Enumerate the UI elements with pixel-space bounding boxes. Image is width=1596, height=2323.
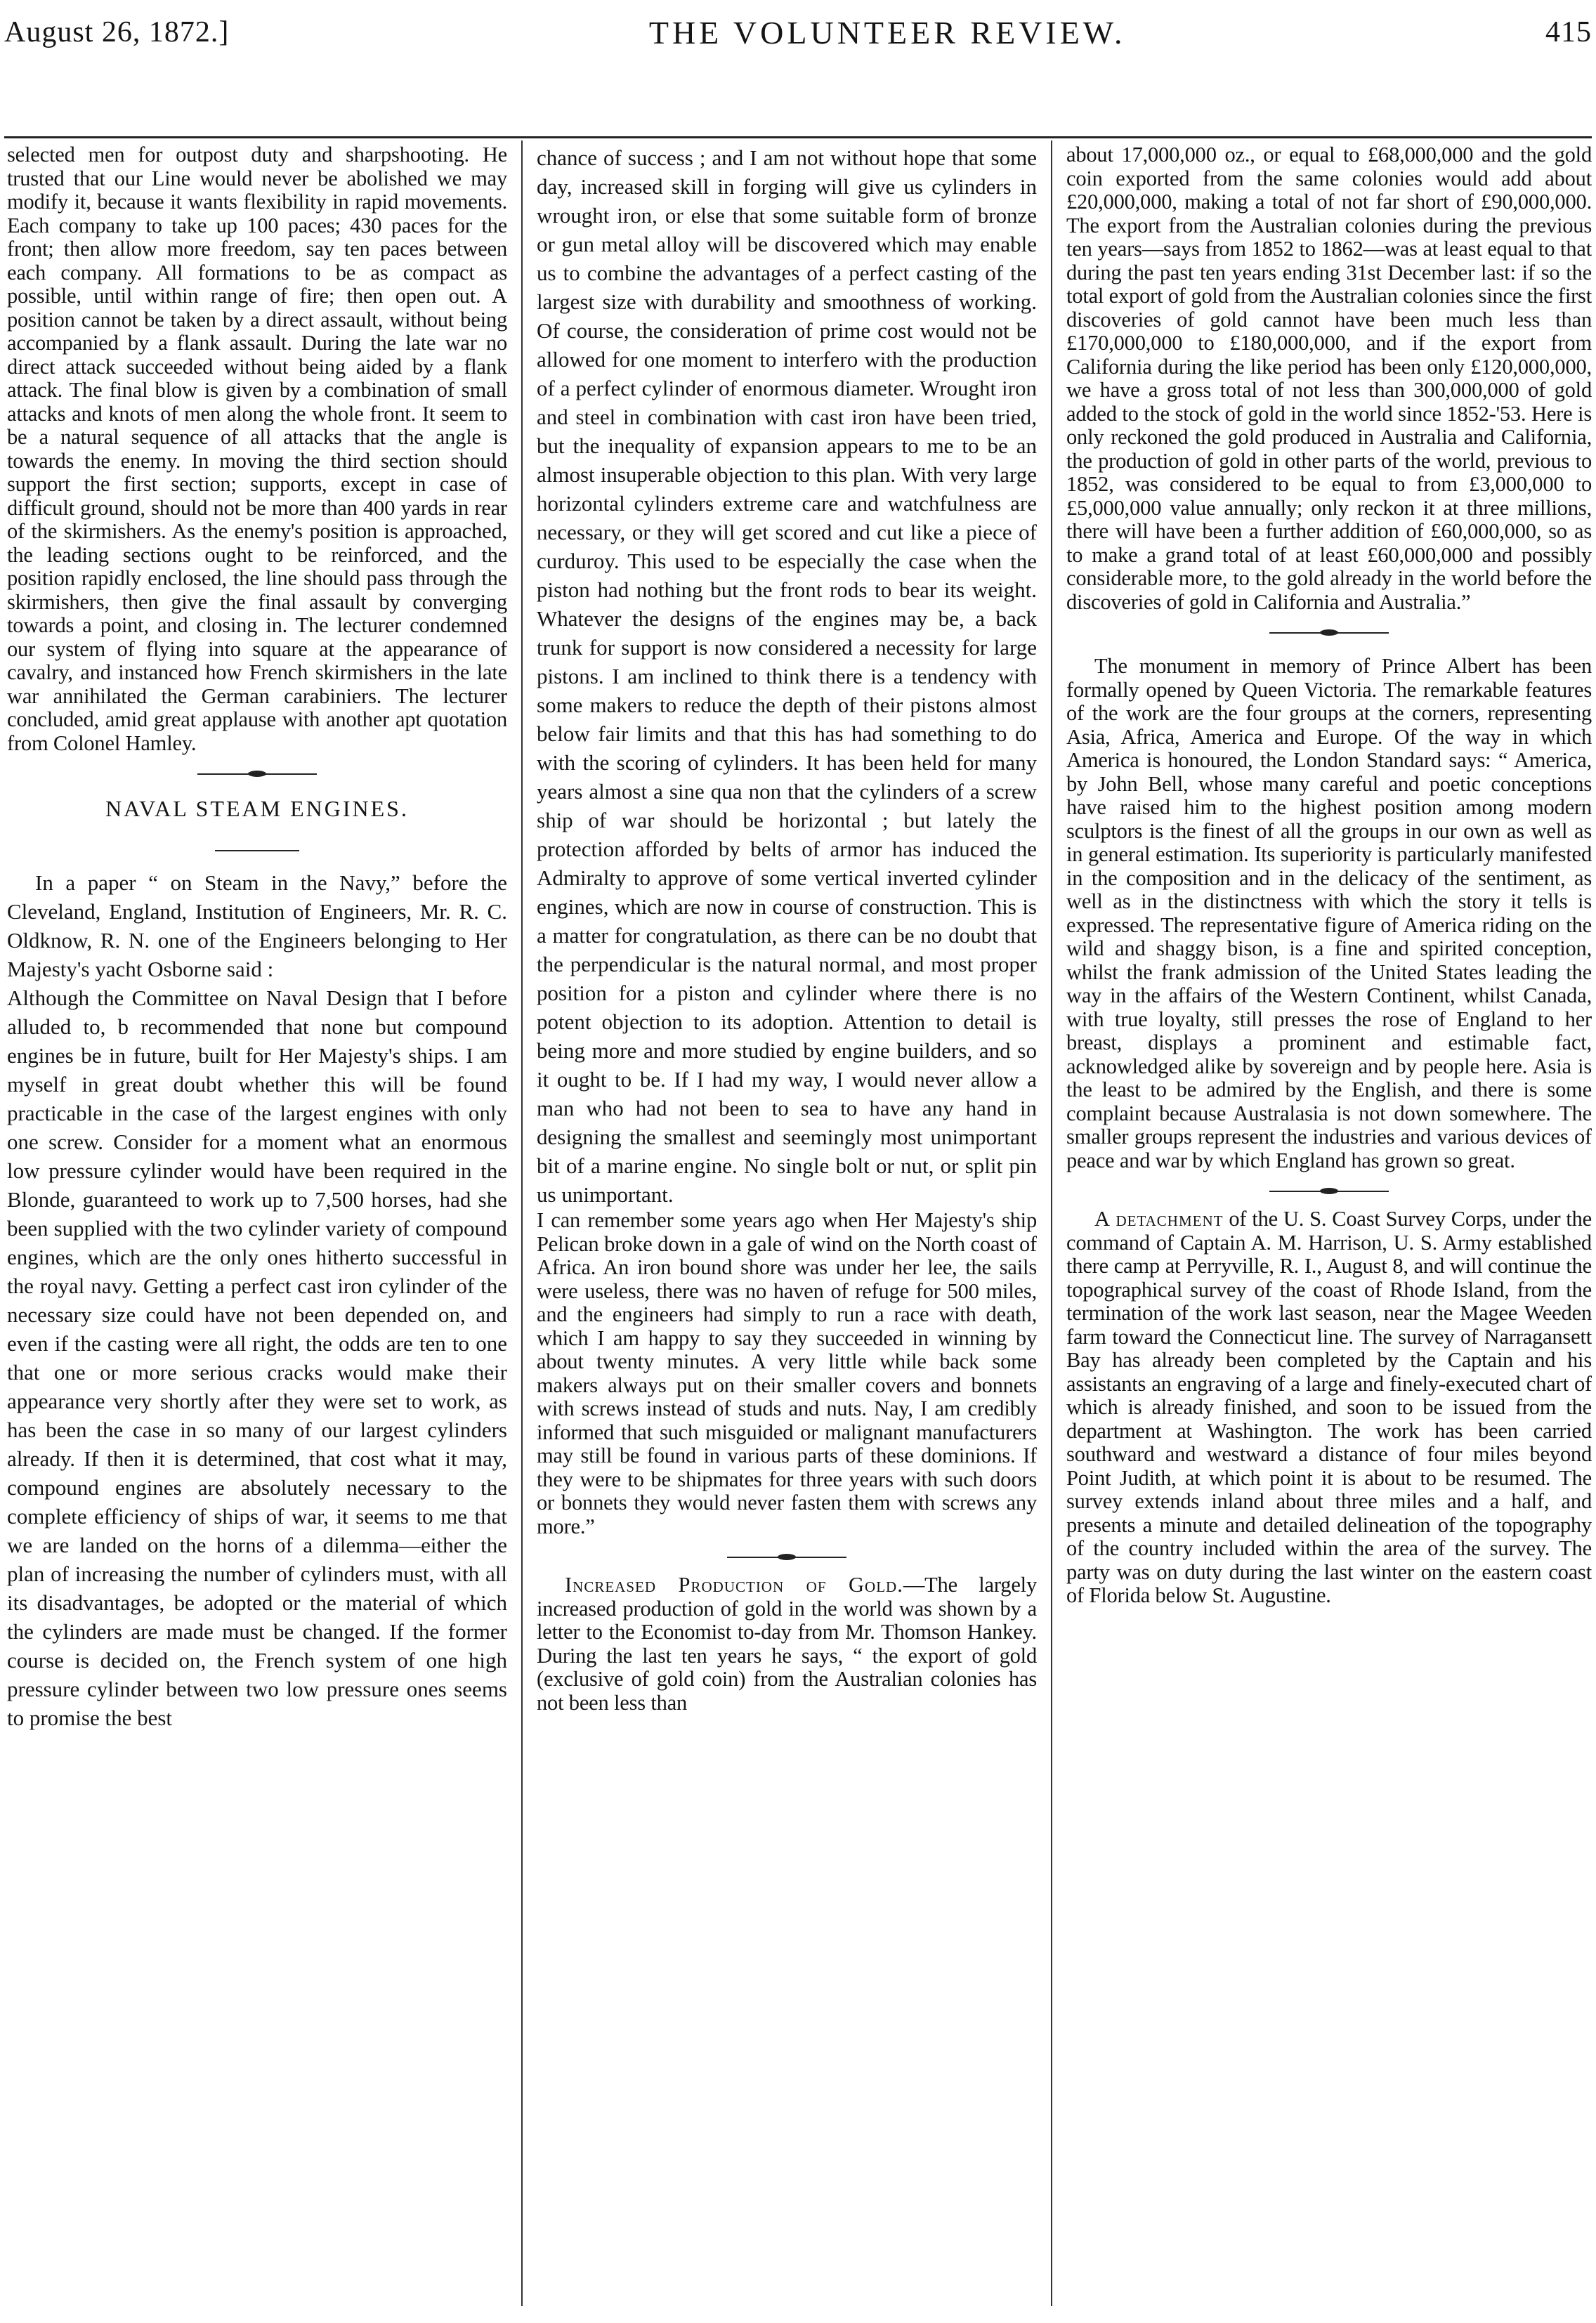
heading-rule (215, 850, 299, 851)
column-divider (1051, 140, 1052, 2306)
header-rule (4, 136, 1592, 138)
lecture-conclusion: selected men for outpost duty and sharpshooting. He trusted that our Line would never be abolished we may modify it, because it wants flexibility in rapid movements. Each company to take up 100 paces; 430 paces for the front; then allow more freedom, say ten paces between each company. All formations to be as compact as possible, until within range of fire; then open out. A position cannot be taken by a direct assault, without being accompanied by a flank assault. During the late war no direct attack succeeded without being aided by a flank attack. The final blow is given by a combination of small attacks and knots of men along the whole front. It seem to be a natural sequence of all attacks that the angle is towards the enemy. In moving the third section should support the first section; supports, except in case of difficult ground, should not be more than 400 yards in rear of the skirmishers. As the enemy's position is approached, the leading sections ought to be reinforced, and the position rapidly enclosed, the line should pass through the skirmishers, then give the final assault by converging towards a point, and closing in. The lecturer condemned our system of flying into square at the appearance of cavalry, and instanced how French skirmishers in the late war annihilated the German carabiniers. The lecturer concluded, amid great applause with another apt quotation from Colonel Hamley. (7, 143, 507, 755)
masthead-title: THE VOLUNTEER REVIEW. (648, 14, 1126, 51)
gold-article (537, 1573, 1037, 1715)
column-1 (7, 143, 507, 2309)
section-separator (1269, 1191, 1389, 1192)
issue-date: August 26, 1872.] (4, 16, 230, 48)
article-anecdote: I can remember some years ago when Her Majesty's ship Pelican broke down in a gale of wind on the North coast of Africa. An iron bound shore was under her lee, the sails were useless, there was no haven of refuge for 500 miles, and the engineers had simply to run a race with death, which I am happy to say they succeeded in winning by about twenty minutes. A very little while back some makers always put on their smaller covers and bonnets with screws instead of studs and nuts. Nay, I am credibly informed that such misguided or malignant manufacturers may still be found in various parts of these dominions. If they were to be shipmates for three years with such doors or bonnets they would never fasten them with screws any more.” (537, 1208, 1037, 1538)
column-divider (521, 140, 523, 2306)
article-heading: NAVAL STEAM ENGINES. (105, 796, 409, 821)
article-body: Although the Committee on Naval Design that I before alluded to, b recommended that none but compound engines be in future, built for Her Majesty's ships. I am myself in great doubt whether this will be found practicable in the case of the largest engines with only one screw. Consider for a moment what an enormous low pressure cylinder would have been required in the Blonde, guaranteed to work up to 7,500 horses, had she been supplied with the two cylinder variety of compound engines, which are the only ones hitherto successful in the royal navy. Getting a perfect cast iron cylinder of the necessary size could have not been depended on, and even if the casting were all right, the odds are ten to one that one or more serious cracks would make their appearance very shortly after they were set to work, as has been the case in so many of our largest cylinders already. If then it is determined, that cost what it may, compound engines are absolutely necessary to the complete efficiency of ships of war, it seems to me that we are landed on the horns of a dilemma—either the plan of increasing the number of cylinders must, with all its disadvantages, be adopted or the material of which the cylinders are made must be changed. If the former course is decided on, the French system of one high pressure cylinder between two low pressure ones seems to promise the best (7, 986, 507, 1730)
gold-article-continuation: about 17,000,000 oz., or equal to £68,000,000 and the gold coin exported from the same colonies would add about £20,000,000, making a total of not far short of £90,000,000. The export from the Australian colonies during the previous ten years—says from 1852 to 1862—was at least equal to that during the past ten years ending 31st December last: if so the total export of gold from the Australian colonies since the first discoveries of gold cannot have been much less than £170,000,000 to £180,000,000, and if the export from California during the like period has been only £120,000,000, we have a gross total of not less than 300,000,000 of gold added to the stock of gold in the world since 1852-'53. Here is only reckoned the gold produced in Australia and California, the production of gold in other parts of the world, previous to 1852, was considered to be equal to from £3,000,000 to £5,000,000 value annually; only reckon it at three millions, there will have been a further addition of £60,000,000, so as to make a grand total of at least £60,000,000 and possibly considerable more, to the gold already in the world before the discoveries of gold in California and Australia.” (1066, 143, 1592, 614)
section-separator (1269, 632, 1389, 634)
article-continuation: chance of success ; and I am not without hope that some day, increased skill in forging will give us cylinders in wrought iron, or else that some suitable form of bronze or gun metal alloy will be discovered which may enable us to combine the advantages of a perfect casting of the largest size with durability and smoothness of working. Of course, the consideration of prime cost would not be allowed for one moment to interfero with the production of a perfect cylinder of enormous diameter. Wrought iron and steel in combination with cast iron have been tried, but the inequality of expansion appears to me to be an almost insuperable objection to this plan. With very large horizontal cylinders extreme care and watchfulness are necessary, or they will get scored and cut like a piece of curduroy. This used to be especially the case when the piston had nothing but the front rods to bear its weight. Whatever the designs of the engines may be, a back trunk for support is now considered a necessity for large pistons. I am inclined to think there is a tendency with some makers to reduce the depth of their pistons almost below fair limits and that this has had something to do with the scoring of cylinders. It has been held for many years almost a sine qua non that the cylinders of a screw ship of war should be horizontal ; but lately the protection afforded by belts of armor has induced the Admiralty to approve of some vertical inverted cylinder engines, which are now in course of construction. This is a matter for congratulation, as there can be no doubt that the perpendicular is the natural normal, and most proper position for a piston and cylinder where there is no potent objection to its adoption. Attention to detail is being more and more studied by engine builders, and so it ought to be. If I had my way, I would never allow a man who had not been to sea to have any hand in designing the smallest and seemingly most unimportant bit of a marine engine. No single bolt or nut, or split pin us unimportant. (537, 145, 1037, 1207)
section-separator (727, 1557, 846, 1558)
monument-article: The monument in memory of Prince Albert has been formally opened by Queen Victoria. The remarkable features of the work are the four groups at the corners, representing Asia, Africa, America and Europe. Of the way in which America is honoured, the London Standard says: “ America, by John Bell, whose many careful and poetic conceptions have raised him to the highest position among modern sculptors is the finest of all the groups in our own as well as in general estimation. Its superiority is particularly manifested in the composition and in the delicacy of the sentiment, as well as in the distinctness with which the story it tells is expressed. The representative figure of America riding on the wild and shaggy bison, is a fine and spirited conception, whilst the frank admission of the United States leading the way in the affairs of the Western Continent, whilst Canada, with true loyalty, still presses the rose of England to her breast, displays a prominent and estimable fact, acknowledged alike by sovereign and by people here. Asia is the least to be admired by the English, and there is some complaint because Australasia is not down somewhere. The smaller groups represent the industries and various devices of peace and war by which England has grown so great. (1066, 654, 1592, 1172)
survey-article-lead: A detachment (1094, 1207, 1224, 1231)
column-2 (537, 143, 1037, 2309)
section-separator (197, 773, 317, 775)
page-number: 415 (1545, 16, 1592, 48)
gold-article-lead: Increased Production of Gold. (565, 1573, 903, 1597)
gold-article-body: —The largely increased production of gold in the world was shown by a letter to the Economist to-day from Mr. Thomson Hankey. During the last ten years he says, “ the export of gold (exclusive of gold coin) from the Australian colonies has not been less than (537, 1573, 1037, 1715)
survey-article (1066, 1208, 1592, 1608)
survey-article-body: of the U. S. Coast Survey Corps, under the command of Captain A. M. Harrison, U. S. Army established there camp at Perryville, R. I., August 8, and will continue the topographical survey of the coast of Rhode Island, from the termination of the work last season, near the Magee Weeden farm toward the Connecticut line. The survey of Narragansett Bay has already been completed by the Captain and his assistants an engraving of a large and finely-executed chart of which is already finished, and soon to be issued from the department at Washington. The work has been carried southward and westward a distance of four miles beyond Point Judith, at which point it is about to be resumed. The survey extends inland about three miles and a half, and presents a minute and detailed delineation of the topography of the country included within the area of the survey. The party was on duty during the last winter on the eastern coast of Florida below St. Augustine. (1066, 1207, 1592, 1607)
page-header (4, 6, 1592, 59)
article-intro: In a paper “ on Steam in the Navy,” before the Cleveland, England, Institution of Engineers, Mr. R. C. Oldknow, R. N. one of the Engineers belonging to Her Majesty's yacht Osborne said : (7, 870, 507, 981)
column-3 (1066, 143, 1592, 2309)
